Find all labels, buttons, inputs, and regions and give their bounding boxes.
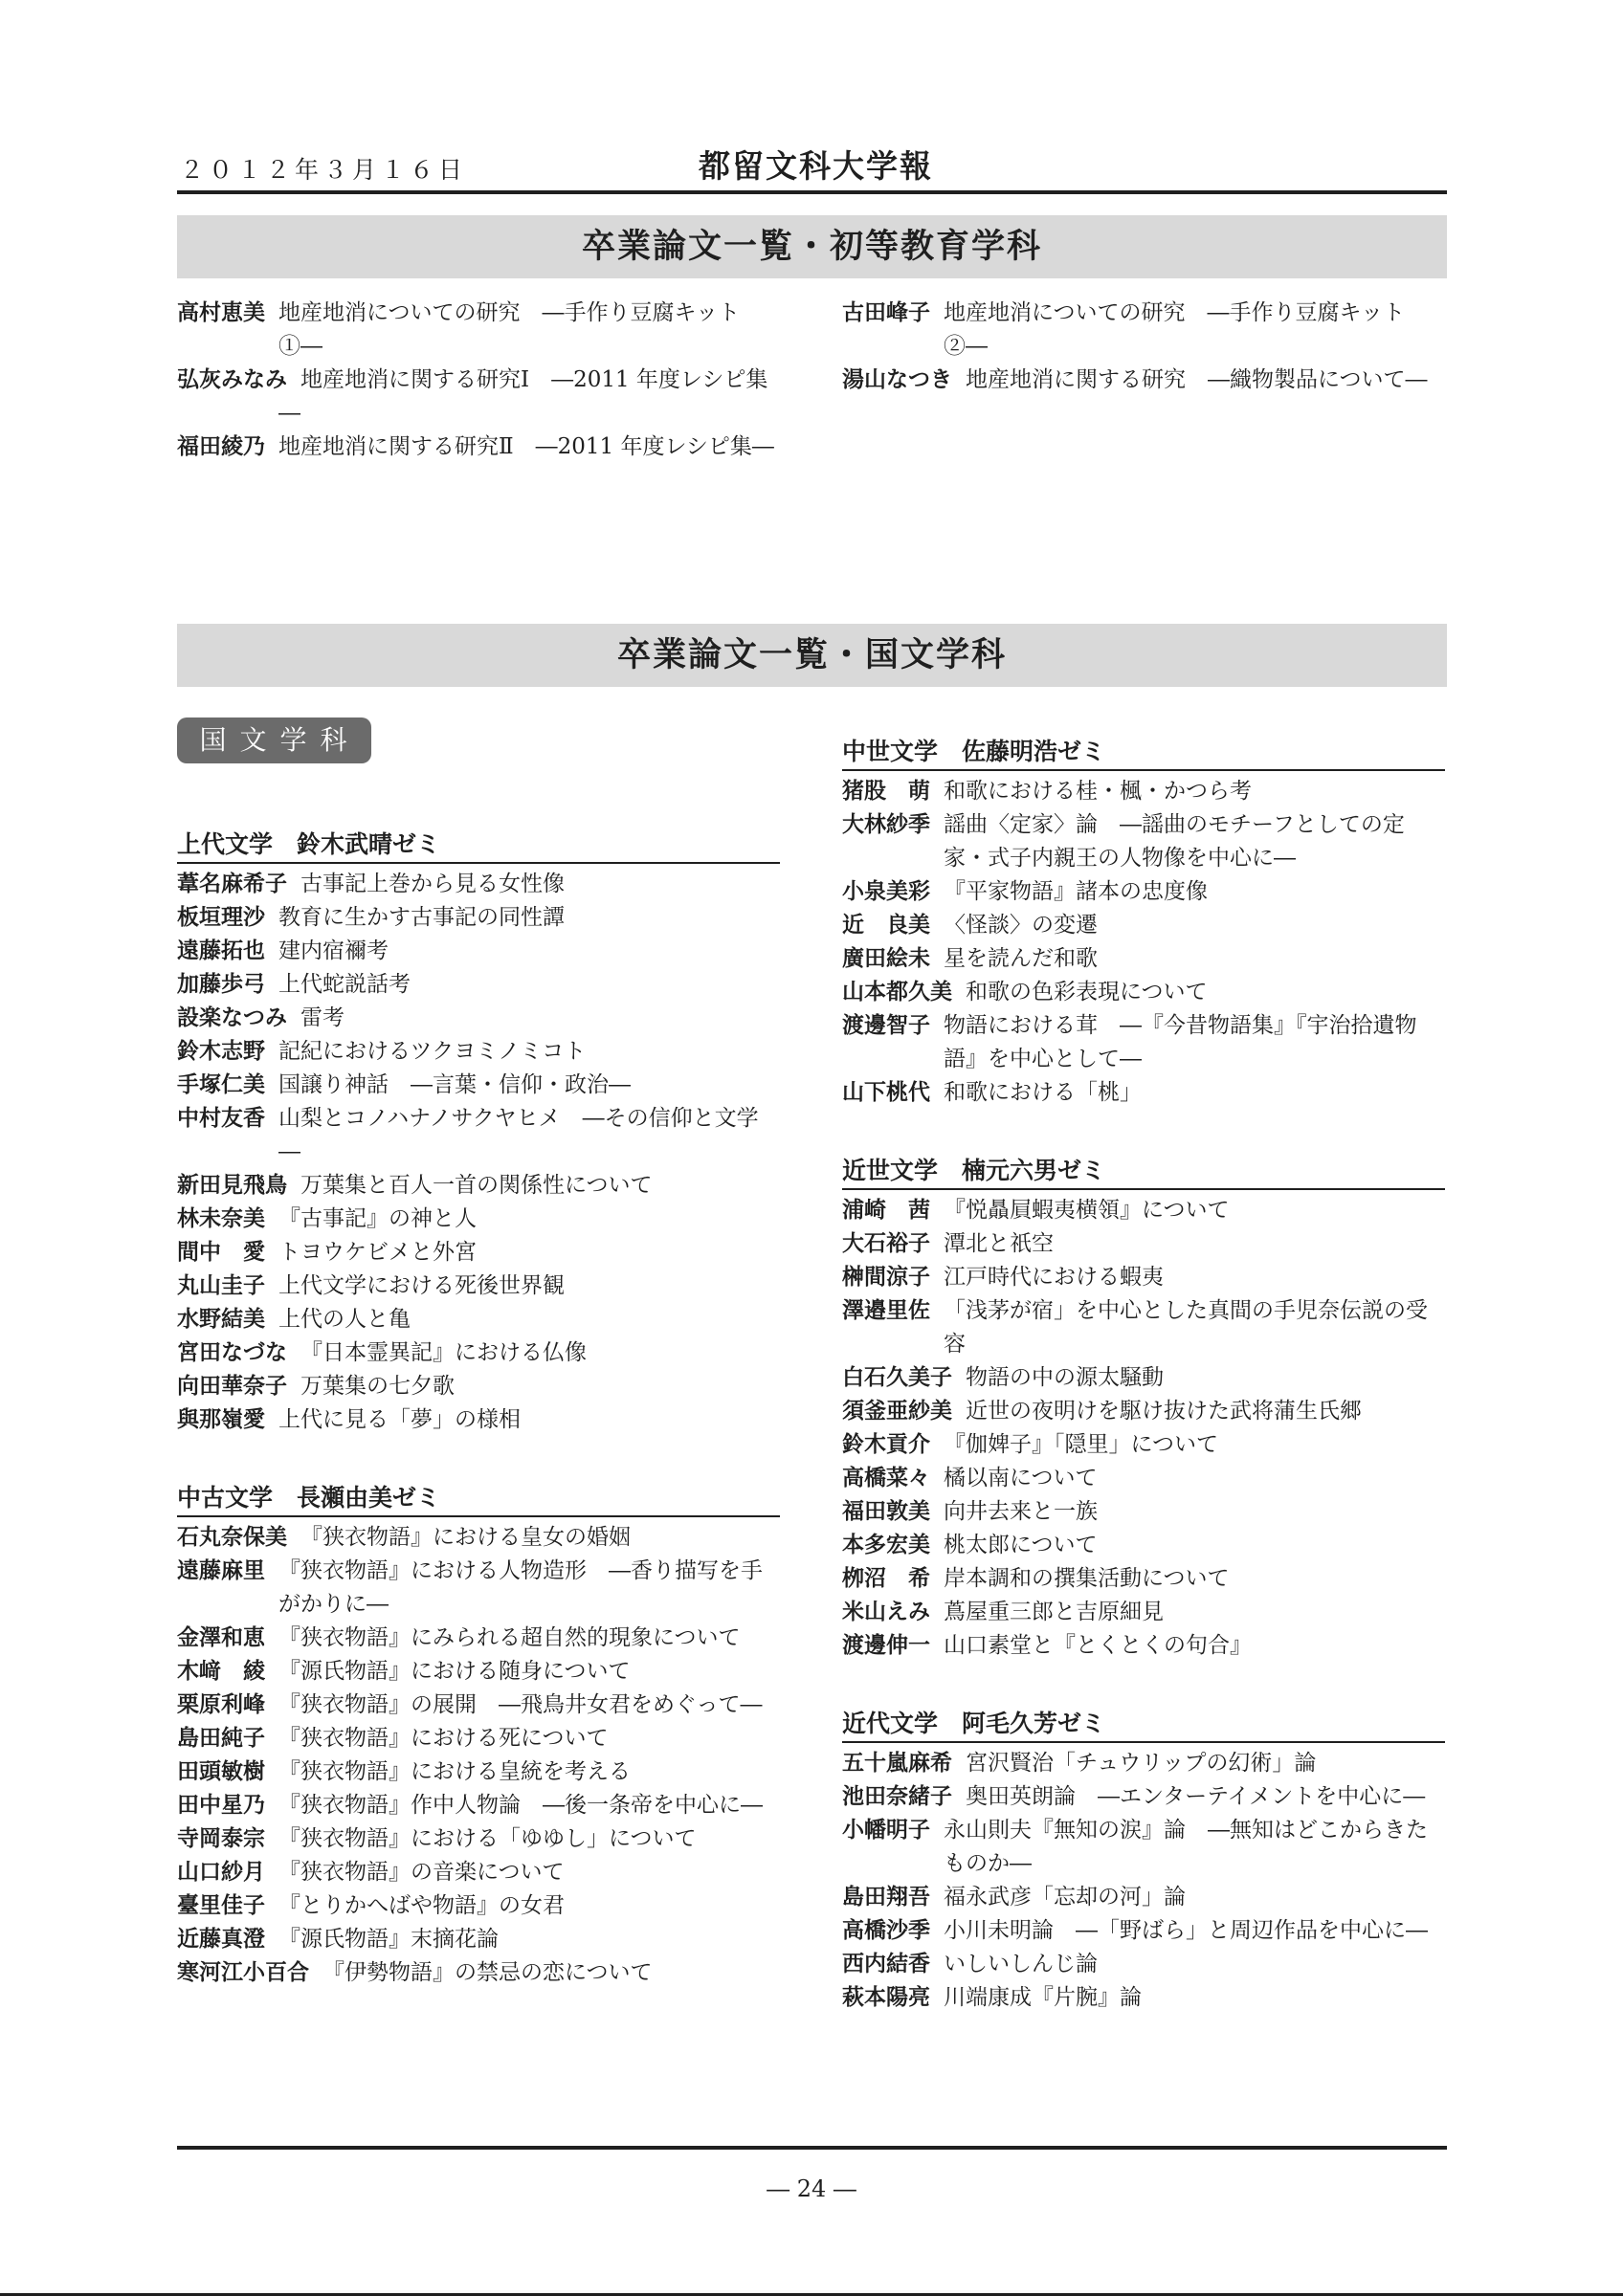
- thesis-title: 福永武彦「忘却の河」論: [944, 1885, 1186, 1910]
- thesis-title: 上代蛇説話考: [278, 972, 411, 997]
- thesis-entry: [177, 1889, 780, 1923]
- thesis-title: 近世の夜明けを駆け抜けた武将蒲生氏郷: [966, 1399, 1362, 1424]
- student-name: 遠藤麻里: [177, 1558, 265, 1583]
- thesis-title: 地産地消に関する研究Ⅰ ―2011 年度レシピ集―: [278, 367, 768, 426]
- thesis-title: 地産地消に関する研究 ―織物製品について―: [966, 367, 1428, 392]
- thesis-entry: [842, 1914, 1445, 1948]
- thesis-entry: [177, 1789, 780, 1822]
- student-name: 栗原利峰: [177, 1692, 265, 1717]
- student-name: 渡邊伸一: [842, 1633, 930, 1658]
- thesis-entry: [842, 942, 1445, 976]
- student-name: 池田奈緒子: [842, 1784, 952, 1809]
- seminar-heading: 中世文学 佐藤明浩ゼミ: [842, 735, 1445, 771]
- seminar-section: [842, 1707, 1445, 2015]
- thesis-title: 上代文学における死後世界観: [278, 1273, 565, 1298]
- student-name: 丸山圭子: [177, 1273, 265, 1298]
- thesis-title: 蔦屋重三郎と吉原細見: [944, 1600, 1164, 1624]
- student-name: 臺里佳子: [177, 1893, 265, 1918]
- thesis-title: 『悦贔屓蝦夷横領』について: [944, 1198, 1230, 1223]
- thesis-entry: [177, 968, 780, 1002]
- thesis-entry: [177, 1002, 780, 1035]
- student-name: 萩本陽亮: [842, 1985, 930, 2010]
- student-name: 大林紗季: [842, 812, 930, 837]
- student-name: 鈴木貢介: [842, 1432, 930, 1457]
- thesis-entry: [842, 1629, 1445, 1663]
- thesis-entry: [177, 1169, 780, 1203]
- student-name: 田頭敏樹: [177, 1759, 265, 1784]
- thesis-entry: [177, 297, 780, 364]
- japanese-literature-banner: 卒業論文一覧・国文学科: [177, 624, 1447, 687]
- seminar-section: [842, 735, 1445, 1110]
- thesis-title: 『伽婢子』「隠里」について: [944, 1432, 1219, 1457]
- thesis-title: 『狭衣物語』の音楽について: [278, 1860, 565, 1885]
- thesis-entry: [842, 1948, 1445, 1981]
- thesis-entry: [177, 1035, 780, 1069]
- student-name: 寺岡泰宗: [177, 1826, 265, 1851]
- thesis-title: 橘以南について: [944, 1466, 1098, 1490]
- thesis-title: 物語の中の源太騒動: [966, 1365, 1164, 1390]
- thesis-title: 山梨とコノハナノサクヤヒメ ―その信仰と文学―: [278, 1106, 759, 1164]
- student-name: 須釜亜紗美: [842, 1399, 952, 1424]
- thesis-entry: [842, 1076, 1445, 1110]
- thesis-entry: [177, 1622, 780, 1655]
- thesis-entry: [842, 1227, 1445, 1261]
- thesis-entry: [177, 1923, 780, 1956]
- thesis-entry: [842, 1780, 1445, 1814]
- student-name: 向田華奈子: [177, 1374, 287, 1399]
- student-name: 加藤歩弓: [177, 972, 265, 997]
- thesis-entry: [842, 1294, 1445, 1361]
- thesis-entry: [177, 1655, 780, 1689]
- thesis-entry: [842, 1814, 1445, 1881]
- thesis-title: 『伊勢物語』の禁忌の恋について: [322, 1960, 653, 1985]
- thesis-title: 『狭衣物語』の展開 ―飛鳥井女君をめぐって―: [278, 1692, 763, 1717]
- thesis-title: 『狭衣物語』における「ゆゆし」について: [278, 1826, 697, 1851]
- student-name: 五十嵐麻希: [842, 1751, 952, 1776]
- newsletter-title: 都留文科大学報: [699, 147, 933, 185]
- thesis-entry: [177, 1555, 780, 1622]
- japanese-left-column: [177, 828, 780, 2034]
- student-name: 設楽なつみ: [177, 1005, 287, 1030]
- student-name: 渡邊智子: [842, 1013, 930, 1038]
- seminar-heading: 近世文学 楠元六男ゼミ: [842, 1154, 1445, 1190]
- thesis-title: 小川未明論 ―「野ばら」と周辺作品を中心に―: [944, 1918, 1428, 1943]
- thesis-entry: [177, 868, 780, 901]
- student-name: 石丸奈保美: [177, 1525, 287, 1550]
- thesis-entry: [177, 1956, 780, 1990]
- thesis-entry: [842, 1395, 1445, 1428]
- thesis-entry: [177, 1069, 780, 1102]
- student-name: 山本都久美: [842, 980, 952, 1004]
- thesis-entry: [842, 909, 1445, 942]
- thesis-title: 万葉集と百人一首の関係性について: [300, 1173, 653, 1198]
- student-name: 間中 愛: [177, 1240, 265, 1265]
- seminar-section: [177, 828, 780, 1437]
- thesis-title: 上代に見る「夢」の様相: [278, 1407, 521, 1432]
- thesis-entry: [842, 1194, 1445, 1227]
- thesis-title: 『とりかへばや物語』の女君: [278, 1893, 565, 1918]
- thesis-entry: [842, 1529, 1445, 1562]
- thesis-title: 地産地消に関する研究Ⅱ ―2011 年度レシピ集―: [278, 434, 774, 459]
- thesis-title: 川端康成『片腕』論: [944, 1985, 1142, 2010]
- thesis-title: 〈怪談〉の変遷: [944, 913, 1098, 938]
- thesis-entry: [177, 1856, 780, 1889]
- student-name: 遠藤拓也: [177, 938, 265, 963]
- student-name: 山下桃代: [842, 1080, 930, 1105]
- thesis-entry: [177, 1403, 780, 1437]
- thesis-title: 『狭衣物語』にみられる超自然的現象について: [278, 1625, 741, 1650]
- student-name: 栁沼 希: [842, 1566, 930, 1591]
- thesis-entry: [177, 1203, 780, 1236]
- thesis-title: 地産地消についての研究 ―手作り豆腐キット②―: [944, 300, 1406, 359]
- thesis-title: 国譲り神話 ―言葉・信仰・政治―: [278, 1072, 631, 1097]
- thesis-title: 和歌における「桃」: [944, 1080, 1142, 1105]
- student-name: 金澤和恵: [177, 1625, 265, 1650]
- thesis-title: 『古事記』の神と人: [278, 1206, 477, 1231]
- thesis-entry: [177, 1755, 780, 1789]
- student-name: 澤邉里佐: [842, 1298, 930, 1323]
- thesis-title: 記紀におけるツクヨミノミコト: [278, 1039, 587, 1064]
- student-name: 山口紗月: [177, 1860, 265, 1885]
- thesis-entry: [177, 430, 780, 464]
- thesis-entry: [177, 935, 780, 968]
- thesis-entry: [842, 364, 1445, 397]
- student-name: 高橋菜々: [842, 1466, 930, 1490]
- thesis-title: 『日本霊異記』における仏像: [300, 1340, 587, 1365]
- student-name: 近藤真澄: [177, 1927, 265, 1952]
- thesis-title: 『狭衣物語』における死について: [278, 1726, 609, 1751]
- student-name: 弘灰みなみ: [177, 367, 287, 392]
- department-badge: 国文学科: [177, 718, 371, 763]
- thesis-title: 『源氏物語』における随身について: [278, 1659, 631, 1684]
- thesis-entry: [177, 1722, 780, 1755]
- thesis-title: 謡曲〈定家〉論 ―謡曲のモチーフとしての定家・式子内親王の人物像を中心に―: [944, 812, 1405, 871]
- thesis-entry: [842, 775, 1445, 808]
- student-name: 高村恵美: [177, 300, 265, 325]
- thesis-entry: [842, 1428, 1445, 1462]
- student-name: 廣田絵未: [842, 946, 930, 971]
- thesis-entry: [842, 1881, 1445, 1914]
- student-name: 葦名麻希子: [177, 872, 287, 896]
- thesis-title: 桃太郎について: [944, 1533, 1098, 1557]
- page-number: ― 24 ―: [767, 2175, 856, 2202]
- student-name: 新田見飛鳥: [177, 1173, 287, 1198]
- thesis-title: 『狭衣物語』における皇統を考える: [278, 1759, 631, 1784]
- student-name: 大石裕子: [842, 1231, 930, 1256]
- thesis-title: 岸本調和の撰集活動について: [944, 1566, 1230, 1591]
- thesis-title: 向井去来と一族: [944, 1499, 1098, 1524]
- student-name: 浦崎 茜: [842, 1198, 930, 1223]
- thesis-entry: [177, 1269, 780, 1303]
- thesis-entry: [842, 1596, 1445, 1629]
- student-name: 小泉美彩: [842, 879, 930, 904]
- header-rule: [177, 190, 1447, 194]
- elementary-right-column: [842, 297, 1445, 397]
- seminar-heading: 近代文学 阿毛久芳ゼミ: [842, 1707, 1445, 1743]
- student-name: 高橋沙季: [842, 1918, 930, 1943]
- thesis-title: 永山則夫『無知の涙』論 ―無知はどこからきたものか―: [944, 1818, 1428, 1876]
- thesis-entry: [177, 1521, 780, 1555]
- header-date: ２０１２年３月１６日: [180, 156, 468, 184]
- thesis-entry: [842, 1747, 1445, 1780]
- thesis-title: 江戸時代における蝦夷: [944, 1265, 1164, 1290]
- student-name: 西内結香: [842, 1952, 930, 1976]
- student-name: 中村友香: [177, 1106, 265, 1131]
- thesis-entry: [842, 808, 1445, 875]
- thesis-entry: [177, 901, 780, 935]
- thesis-title: トヨウケビメと外宮: [278, 1240, 477, 1265]
- thesis-title: 万葉集の七夕歌: [300, 1374, 455, 1399]
- student-name: 近 良美: [842, 913, 930, 938]
- thesis-entry: [842, 1462, 1445, 1495]
- thesis-title: いしいしんじ論: [944, 1952, 1098, 1976]
- thesis-entry: [177, 1236, 780, 1269]
- thesis-entry: [842, 1009, 1445, 1076]
- thesis-entry: [177, 1336, 780, 1370]
- thesis-entry: [177, 364, 780, 430]
- student-name: 本多宏美: [842, 1533, 930, 1557]
- thesis-entry: [842, 1261, 1445, 1294]
- thesis-title: 教育に生かす古事記の同性譚: [278, 905, 565, 930]
- thesis-entry: [842, 1981, 1445, 2015]
- seminar-heading: 中古文学 長瀬由美ゼミ: [177, 1481, 780, 1517]
- student-name: 板垣理沙: [177, 905, 265, 930]
- thesis-title: 上代の人と亀: [278, 1307, 411, 1332]
- thesis-title: 古事記上巻から見る女性像: [300, 872, 565, 896]
- thesis-title: 和歌の色彩表現について: [966, 980, 1208, 1004]
- student-name: 古田峰子: [842, 300, 930, 325]
- student-name: 米山えみ: [842, 1600, 930, 1624]
- student-name: 小幡明子: [842, 1818, 930, 1843]
- student-name: 島田純子: [177, 1726, 265, 1751]
- thesis-title: 星を読んだ和歌: [944, 946, 1098, 971]
- thesis-entry: [842, 875, 1445, 909]
- student-name: 鈴木志野: [177, 1039, 265, 1064]
- thesis-title: 雷考: [300, 1005, 345, 1030]
- footer-rule: [177, 2146, 1447, 2150]
- thesis-entry: [842, 1361, 1445, 1395]
- thesis-entry: [177, 1370, 780, 1403]
- thesis-entry: [177, 1689, 780, 1722]
- elementary-education-banner: 卒業論文一覧・初等教育学科: [177, 215, 1447, 278]
- thesis-title: 宮沢賢治「チュウリップの幻術」論: [966, 1751, 1317, 1776]
- student-name: 福田敦美: [842, 1499, 930, 1524]
- thesis-title: 『狭衣物語』における人物造形 ―香り描写を手がかりに―: [278, 1558, 763, 1617]
- student-name: 島田翔吾: [842, 1885, 930, 1910]
- thesis-title: 『狭衣物語』における皇女の婚姻: [300, 1525, 631, 1550]
- thesis-title: 『源氏物語』末摘花論: [278, 1927, 499, 1952]
- thesis-title: 物語における茸 ―『今昔物語集』『宇治拾遺物語』を中心として―: [944, 1013, 1417, 1071]
- student-name: 猪股 萌: [842, 779, 930, 804]
- thesis-entry: [842, 1562, 1445, 1596]
- thesis-title: 「浅茅が宿」を中心とした真間の手児奈伝説の受容: [944, 1298, 1428, 1357]
- japanese-right-column: [842, 735, 1445, 2059]
- student-name: 福田綾乃: [177, 434, 265, 459]
- thesis-entry: [842, 1495, 1445, 1529]
- thesis-title: 和歌における桂・楓・かつら考: [944, 779, 1252, 804]
- thesis-title: 奥田英朗論 ―エンターテイメントを中心に―: [966, 1784, 1426, 1809]
- student-name: 榊間涼子: [842, 1265, 930, 1290]
- elementary-left-column: [177, 297, 780, 464]
- thesis-title: 『平家物語』諸本の忠度像: [944, 879, 1208, 904]
- thesis-entry: [177, 1303, 780, 1336]
- thesis-title: 建内宿禰考: [278, 938, 389, 963]
- student-name: 林未奈美: [177, 1206, 265, 1231]
- seminar-section: [842, 1154, 1445, 1663]
- thesis-entry: [842, 297, 1445, 364]
- student-name: 宮田なづな: [177, 1340, 287, 1365]
- student-name: 水野結美: [177, 1307, 265, 1332]
- student-name: 田中星乃: [177, 1793, 265, 1818]
- student-name: 白石久美子: [842, 1365, 952, 1390]
- student-name: 湯山なつき: [842, 367, 952, 392]
- thesis-entry: [177, 1102, 780, 1169]
- thesis-entry: [842, 976, 1445, 1009]
- thesis-title: 『狭衣物語』作中人物論 ―後一条帝を中心に―: [278, 1793, 763, 1818]
- student-name: 寒河江小百合: [177, 1960, 309, 1985]
- thesis-title: 山口素堂と『とくとくの句合』: [944, 1633, 1252, 1658]
- thesis-title: 潭北と祇空: [944, 1231, 1054, 1256]
- student-name: 木﨑 綾: [177, 1659, 265, 1684]
- thesis-title: 地産地消についての研究 ―手作り豆腐キット①―: [278, 300, 741, 359]
- seminar-heading: 上代文学 鈴木武晴ゼミ: [177, 828, 780, 864]
- thesis-entry: [177, 1822, 780, 1856]
- seminar-section: [177, 1481, 780, 1990]
- student-name: 與那嶺愛: [177, 1407, 265, 1432]
- student-name: 手塚仁美: [177, 1072, 265, 1097]
